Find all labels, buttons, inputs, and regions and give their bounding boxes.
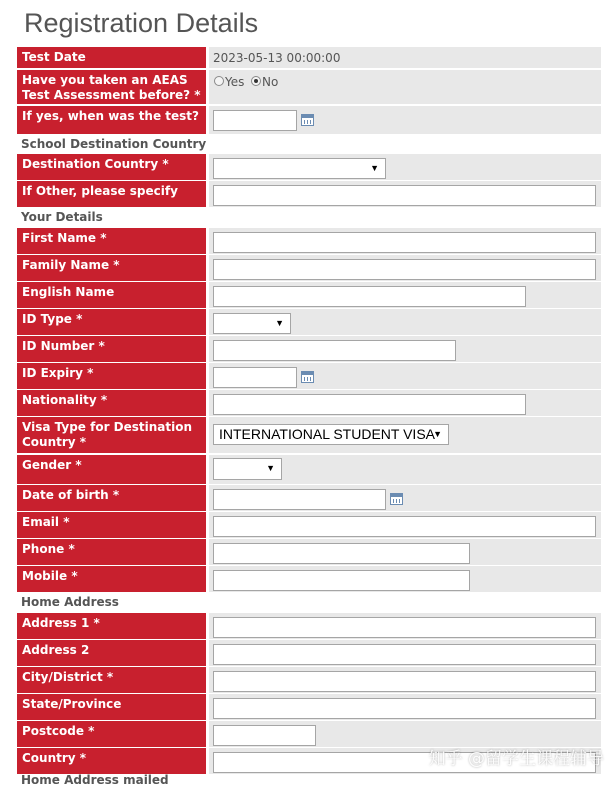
row-english-name <box>17 282 601 308</box>
row-dob <box>17 485 601 511</box>
nationality-input[interactable] <box>213 394 526 415</box>
address2-input[interactable] <box>213 644 596 665</box>
section-your-details: Your Details <box>21 210 103 224</box>
row-address2 <box>17 640 601 666</box>
label-test-when: If yes, when was the test? <box>17 106 206 134</box>
label-phone: Phone * <box>17 539 206 565</box>
label-destination-country: Destination Country * <box>17 154 206 180</box>
label-test-date: Test Date <box>17 47 206 68</box>
row-id-type <box>17 309 601 335</box>
id-expiry-input[interactable] <box>213 367 297 388</box>
row-visa-type <box>17 417 601 453</box>
label-aeas-taken: Have you taken an AEAS Test Assessment before? * <box>17 70 206 104</box>
row-id-number <box>17 336 601 362</box>
row-address1 <box>17 613 601 639</box>
calendar-icon[interactable] <box>390 493 403 505</box>
state-input[interactable] <box>213 698 596 719</box>
other-specify-input[interactable] <box>213 185 596 206</box>
test-when-input[interactable] <box>213 110 297 131</box>
page-title: Registration Details <box>24 8 259 38</box>
row-id-expiry <box>17 363 601 389</box>
visa-type-value: INTERNATIONAL STUDENT VISA <box>219 426 435 442</box>
label-email: Email * <box>17 512 206 538</box>
label-address2: Address 2 <box>17 640 206 666</box>
label-english-name: English Name <box>17 282 206 308</box>
calendar-icon[interactable] <box>301 114 314 126</box>
label-postcode: Postcode * <box>17 721 206 747</box>
label-state: State/Province <box>17 694 206 720</box>
address1-input[interactable] <box>213 617 596 638</box>
label-gender: Gender * <box>17 455 206 484</box>
row-email <box>17 512 601 538</box>
family-name-input[interactable] <box>213 259 596 280</box>
label-id-number: ID Number * <box>17 336 206 362</box>
id-number-input[interactable] <box>213 340 456 361</box>
dob-input[interactable] <box>213 489 386 510</box>
label-visa-type: Visa Type for Destination Country * <box>17 417 206 453</box>
triangle-down-icon: ▼ <box>370 163 379 173</box>
row-phone <box>17 539 601 565</box>
row-nationality <box>17 390 601 416</box>
row-gender <box>17 455 601 484</box>
test-date-value: 2023-05-13 00:00:00 <box>213 51 341 65</box>
mobile-input[interactable] <box>213 570 470 591</box>
label-other-specify: If Other, please specify <box>17 181 206 207</box>
radio-yes[interactable] <box>214 76 224 86</box>
first-name-input[interactable] <box>213 232 596 253</box>
label-mobile: Mobile * <box>17 566 206 592</box>
triangle-down-icon: ▼ <box>433 429 442 439</box>
label-id-type: ID Type * <box>17 309 206 335</box>
visa-type-select[interactable] <box>213 424 449 445</box>
label-family-name: Family Name * <box>17 255 206 281</box>
section-next-cut: Home Address mailed <box>21 773 169 787</box>
row-aeas-taken <box>17 70 601 104</box>
row-test-when <box>17 106 601 134</box>
destination-country-select[interactable] <box>213 158 386 179</box>
radio-yes-label: Yes <box>225 75 245 89</box>
postcode-input[interactable] <box>213 725 316 746</box>
row-family-name <box>17 255 601 281</box>
city-input[interactable] <box>213 671 596 692</box>
label-dob: Date of birth * <box>17 485 206 511</box>
label-country: Country * <box>17 748 206 774</box>
label-nationality: Nationality * <box>17 390 206 416</box>
phone-input[interactable] <box>213 543 470 564</box>
label-id-expiry: ID Expiry * <box>17 363 206 389</box>
section-home-address: Home Address <box>21 595 119 609</box>
row-test-date <box>17 47 601 68</box>
row-first-name <box>17 228 601 254</box>
label-city: City/District * <box>17 667 206 693</box>
english-name-input[interactable] <box>213 286 526 307</box>
gender-select[interactable] <box>213 458 282 480</box>
section-school-destination: School Destination Country <box>21 137 207 151</box>
row-mobile <box>17 566 601 592</box>
row-city <box>17 667 601 693</box>
radio-no[interactable] <box>251 76 261 86</box>
row-destination-country <box>17 154 601 180</box>
id-type-select[interactable] <box>213 313 291 334</box>
watermark: 知乎 @留学生课程辅导 <box>428 749 604 769</box>
label-address1: Address 1 * <box>17 613 206 639</box>
triangle-down-icon: ▼ <box>266 463 275 473</box>
calendar-icon[interactable] <box>301 371 314 383</box>
label-first-name: First Name * <box>17 228 206 254</box>
radio-no-label: No <box>262 75 279 89</box>
triangle-down-icon: ▼ <box>275 318 284 328</box>
email-input[interactable] <box>213 516 596 537</box>
row-state <box>17 694 601 720</box>
row-other-specify <box>17 181 601 207</box>
